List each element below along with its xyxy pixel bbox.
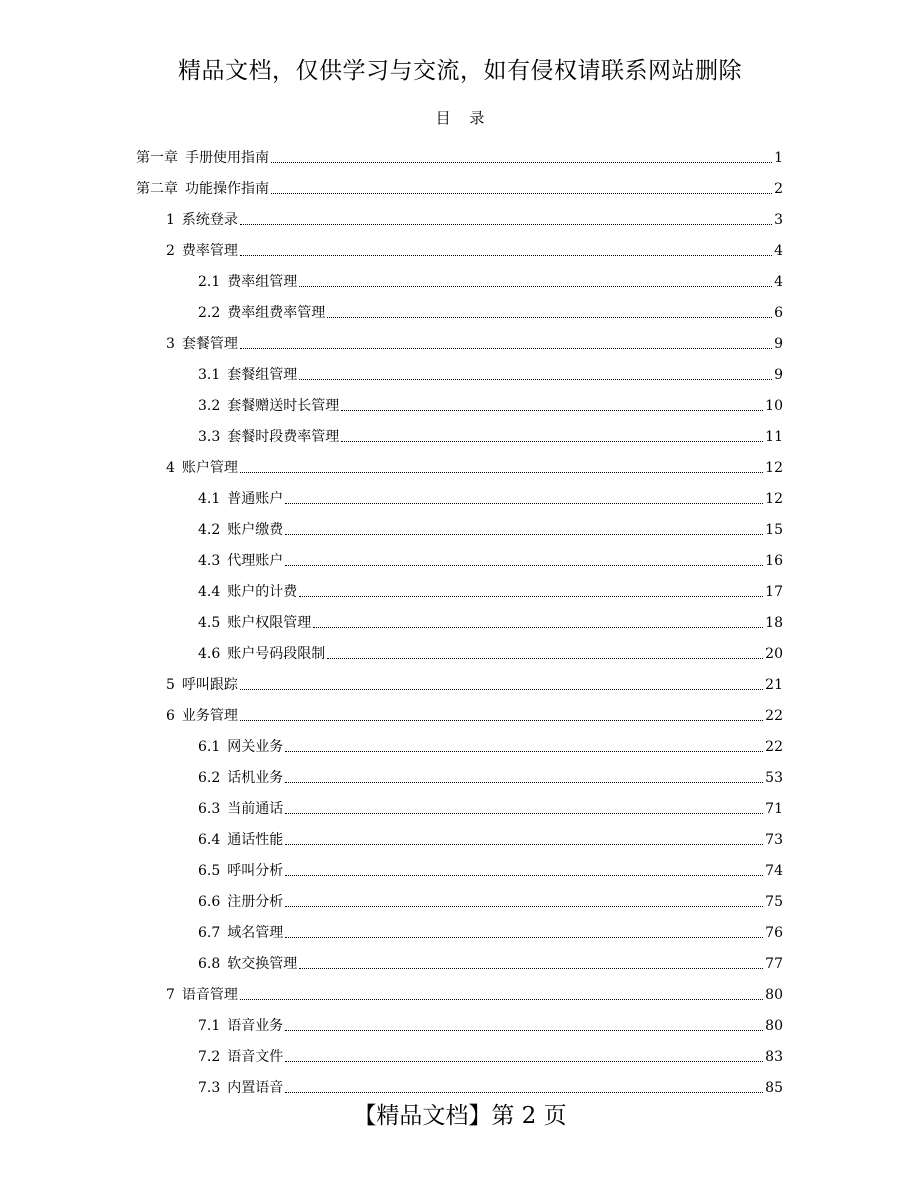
toc-entry-number: 4.2 xyxy=(198,522,221,538)
dot-leader xyxy=(240,255,772,256)
toc-entry-page: 77 xyxy=(765,956,783,972)
toc-entry-label: 账户权限管理 xyxy=(227,615,312,631)
dot-leader xyxy=(341,441,763,442)
toc-entry-label: 账户缴费 xyxy=(227,522,284,538)
toc-entry-page: 22 xyxy=(765,708,783,724)
toc-entry-number: 6.5 xyxy=(198,863,221,879)
dot-leader xyxy=(285,1092,763,1093)
toc-entry-number: 2.2 xyxy=(198,305,221,321)
toc-entry-number: 3.3 xyxy=(198,429,221,445)
toc-entry-page: 9 xyxy=(774,367,783,383)
toc-entry-page: 83 xyxy=(765,1049,783,1065)
toc-entry[interactable] xyxy=(136,1004,783,1035)
dot-leader xyxy=(299,596,763,597)
toc-entry-label: 语音管理 xyxy=(181,987,238,1003)
toc-entry-page: 6 xyxy=(774,305,783,321)
dot-leader xyxy=(240,472,763,473)
toc-entry-page: 75 xyxy=(765,894,783,910)
toc-entry-label: 话机业务 xyxy=(227,770,284,786)
watermark-header: 精品文档，仅供学习与交流，如有侵权请联系网站删除 xyxy=(178,58,742,84)
toc-entry-number: 4.5 xyxy=(198,615,221,631)
toc-entry-label: 业务管理 xyxy=(181,708,238,724)
toc-entry-number: 6.7 xyxy=(198,925,221,941)
dot-leader xyxy=(285,906,763,907)
dot-leader xyxy=(240,720,763,721)
dot-leader xyxy=(240,999,763,1000)
toc-entry-page: 15 xyxy=(765,522,783,538)
toc-entry[interactable] xyxy=(136,632,783,663)
toc-entry[interactable] xyxy=(136,384,783,415)
toc-entry-page: 18 xyxy=(765,615,783,631)
dot-leader xyxy=(285,503,763,504)
dot-leader xyxy=(285,937,763,938)
toc-entry[interactable] xyxy=(136,849,783,880)
dot-leader xyxy=(240,689,763,690)
toc-entry-label: 套餐赠送时长管理 xyxy=(227,398,340,414)
toc-entry[interactable] xyxy=(136,446,783,477)
toc-entry[interactable] xyxy=(136,570,783,601)
toc-entry-number: 4 xyxy=(166,460,175,476)
toc-entry-label: 费率管理 xyxy=(181,243,238,259)
toc-entry-label: 通话性能 xyxy=(227,832,284,848)
toc-entry-page: 3 xyxy=(774,212,783,228)
toc-entry[interactable] xyxy=(136,167,783,198)
toc-entry-page: 80 xyxy=(765,987,783,1003)
dot-leader xyxy=(285,1030,763,1031)
dot-leader xyxy=(271,193,772,194)
toc-entry[interactable] xyxy=(136,198,783,229)
toc-entry-number: 5 xyxy=(166,677,175,693)
toc-entry-label: 注册分析 xyxy=(227,894,284,910)
toc-entry-label: 功能操作指南 xyxy=(185,181,269,197)
toc-entry-page: 80 xyxy=(765,1018,783,1034)
toc-entry-number: 2 xyxy=(166,243,175,259)
dot-leader xyxy=(299,968,763,969)
toc-entry[interactable] xyxy=(136,663,783,694)
toc-entry[interactable] xyxy=(136,725,783,756)
toc-entry-label: 语音文件 xyxy=(227,1049,284,1065)
toc-entry-number: 4.3 xyxy=(198,553,221,569)
toc-entry[interactable] xyxy=(136,756,783,787)
toc-entry-page: 73 xyxy=(765,832,783,848)
table-of-contents xyxy=(136,136,783,1097)
toc-entry[interactable] xyxy=(136,136,783,167)
toc-entry-label: 当前通话 xyxy=(227,801,284,817)
dot-leader xyxy=(285,844,763,845)
toc-entry-number: 7.2 xyxy=(198,1049,221,1065)
toc-entry[interactable] xyxy=(136,291,783,322)
toc-entry[interactable] xyxy=(136,1035,783,1066)
toc-entry-page: 9 xyxy=(774,336,783,352)
toc-entry-number: 3.2 xyxy=(198,398,221,414)
toc-entry-label: 内置语音 xyxy=(227,1080,284,1096)
toc-entry[interactable] xyxy=(136,818,783,849)
dot-leader xyxy=(341,410,763,411)
toc-entry[interactable] xyxy=(136,942,783,973)
dot-leader xyxy=(285,534,763,535)
dot-leader xyxy=(313,627,763,628)
toc-entry-number: 4.6 xyxy=(198,646,221,662)
toc-entry-number: 6.8 xyxy=(198,956,221,972)
page-footer: 【精品文档】第 2 页 xyxy=(353,1103,567,1129)
toc-entry[interactable] xyxy=(136,694,783,725)
toc-entry-number: 4.4 xyxy=(198,584,221,600)
toc-entry-label: 软交换管理 xyxy=(227,956,298,972)
toc-entry-page: 12 xyxy=(765,491,783,507)
toc-entry-label: 账户的计费 xyxy=(227,584,298,600)
toc-entry-page: 10 xyxy=(765,398,783,414)
toc-entry-page: 22 xyxy=(765,739,783,755)
toc-entry-page: 1 xyxy=(774,150,783,166)
toc-entry-page: 4 xyxy=(774,243,783,259)
toc-entry-page: 12 xyxy=(765,460,783,476)
toc-entry[interactable] xyxy=(136,508,783,539)
toc-entry-page: 71 xyxy=(765,801,783,817)
toc-entry-number: 6.1 xyxy=(198,739,221,755)
toc-entry-number: 7 xyxy=(166,987,175,1003)
toc-entry-page: 17 xyxy=(765,584,783,600)
toc-entry-page: 11 xyxy=(765,429,783,445)
dot-leader xyxy=(285,1061,763,1062)
toc-entry-number: 6.2 xyxy=(198,770,221,786)
dot-leader xyxy=(285,875,763,876)
toc-entry[interactable] xyxy=(136,353,783,384)
toc-entry-number: 第一章 xyxy=(136,150,178,166)
toc-entry-label: 系统登录 xyxy=(181,212,238,228)
toc-entry-page: 16 xyxy=(765,553,783,569)
toc-entry-label: 费率组费率管理 xyxy=(227,305,326,321)
dot-leader xyxy=(285,813,763,814)
toc-entry-page: 74 xyxy=(765,863,783,879)
toc-title: 目 录 xyxy=(435,109,485,127)
toc-entry[interactable] xyxy=(136,322,783,353)
toc-entry[interactable] xyxy=(136,260,783,291)
toc-entry-label: 域名管理 xyxy=(227,925,284,941)
toc-entry-number: 2.1 xyxy=(198,274,221,290)
toc-entry-label: 普通账户 xyxy=(227,491,284,507)
toc-entry-number: 1 xyxy=(166,212,175,228)
toc-entry[interactable] xyxy=(136,601,783,632)
toc-entry-label: 手册使用指南 xyxy=(185,150,269,166)
toc-entry[interactable] xyxy=(136,477,783,508)
toc-entry-number: 6.4 xyxy=(198,832,221,848)
toc-entry-number: 4.1 xyxy=(198,491,221,507)
toc-entry-number: 6 xyxy=(166,708,175,724)
toc-entry-number: 7.1 xyxy=(198,1018,221,1034)
dot-leader xyxy=(299,379,772,380)
toc-entry-label: 套餐管理 xyxy=(181,336,238,352)
toc-entry-page: 85 xyxy=(765,1080,783,1096)
toc-entry-page: 4 xyxy=(774,274,783,290)
toc-entry[interactable] xyxy=(136,911,783,942)
toc-entry-page: 2 xyxy=(774,181,783,197)
toc-entry-number: 7.3 xyxy=(198,1080,221,1096)
toc-entry[interactable] xyxy=(136,973,783,1004)
toc-entry-number: 6.6 xyxy=(198,894,221,910)
toc-entry-number: 3 xyxy=(166,336,175,352)
dot-leader xyxy=(240,348,772,349)
toc-entry-number: 3.1 xyxy=(198,367,221,383)
toc-entry[interactable] xyxy=(136,539,783,570)
toc-entry-label: 套餐时段费率管理 xyxy=(227,429,340,445)
dot-leader xyxy=(285,565,763,566)
toc-entry-label: 账户号码段限制 xyxy=(227,646,326,662)
toc-entry-label: 账户管理 xyxy=(181,460,238,476)
toc-entry-page: 76 xyxy=(765,925,783,941)
toc-entry-label: 呼叫分析 xyxy=(227,863,284,879)
toc-entry-label: 费率组管理 xyxy=(227,274,298,290)
toc-entry-label: 语音业务 xyxy=(227,1018,284,1034)
dot-leader xyxy=(327,658,763,659)
dot-leader xyxy=(327,317,772,318)
toc-entry-label: 代理账户 xyxy=(227,553,284,569)
toc-entry-page: 21 xyxy=(765,677,783,693)
dot-leader xyxy=(271,162,772,163)
toc-entry[interactable] xyxy=(136,1066,783,1097)
toc-entry-number: 第二章 xyxy=(136,181,178,197)
dot-leader xyxy=(299,286,772,287)
toc-entry-label: 套餐组管理 xyxy=(227,367,298,383)
toc-entry[interactable] xyxy=(136,229,783,260)
toc-entry[interactable] xyxy=(136,787,783,818)
toc-entry-page: 53 xyxy=(765,770,783,786)
toc-entry[interactable] xyxy=(136,880,783,911)
toc-entry-number: 6.3 xyxy=(198,801,221,817)
dot-leader xyxy=(240,224,772,225)
dot-leader xyxy=(285,751,763,752)
toc-entry-page: 20 xyxy=(765,646,783,662)
dot-leader xyxy=(285,782,763,783)
toc-entry-label: 呼叫跟踪 xyxy=(181,677,238,693)
toc-entry-label: 网关业务 xyxy=(227,739,284,755)
toc-entry[interactable] xyxy=(136,415,783,446)
